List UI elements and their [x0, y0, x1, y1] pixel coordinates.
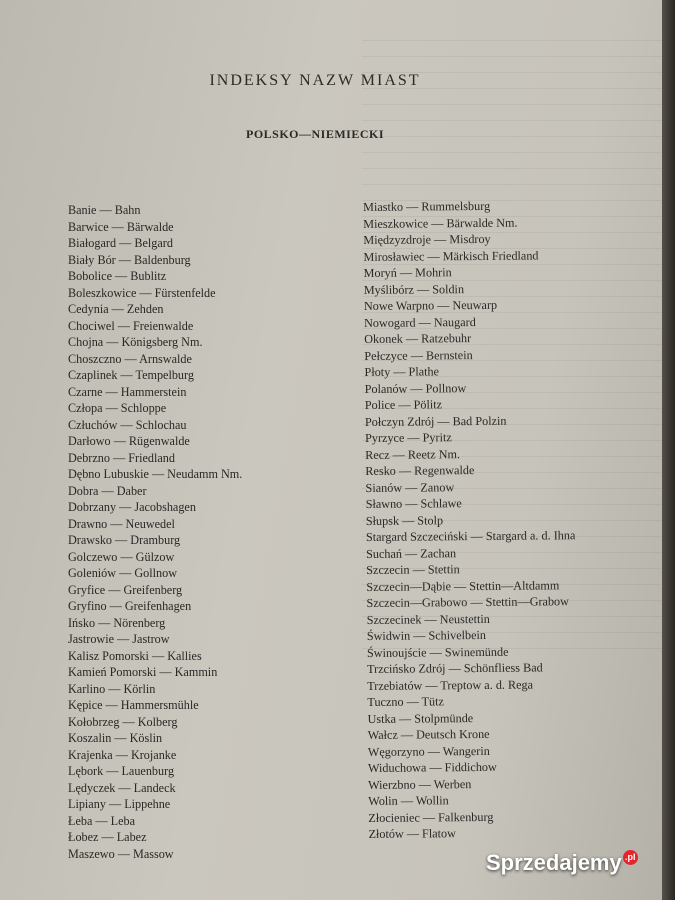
index-entry: Karlino — Körlin	[68, 681, 156, 696]
index-entry: Kołobrzeg — Kolberg	[68, 714, 178, 729]
index-entry: Człopa — Schloppe	[68, 401, 167, 415]
index-entry: Widuchowa — Fiddichow	[367, 759, 497, 775]
index-entry: Barwice — Bärwalde	[68, 219, 174, 234]
index-entry: Słupsk — Stolp	[365, 512, 444, 528]
index-entry: Trzebiatów — Treptow a. d. Rega	[367, 677, 534, 693]
index-entry: Gryfino — Greifenhagen	[68, 599, 192, 613]
index-entry: Białogard — Belgard	[68, 236, 173, 250]
index-entry: Police — Pölitz	[364, 397, 443, 412]
index-entry: Szczecin—Dąbie — Stettin—Altdamm	[366, 577, 560, 594]
index-entry: Myślibórz — Soldin	[363, 281, 465, 297]
index-entry: Drawno — Neuwedel	[68, 516, 175, 531]
index-entry: Goleniów — Gollnow	[68, 566, 178, 580]
page-title: INDEKSY NAZW MIAST	[209, 72, 421, 89]
index-entry: Resko — Regenwalde	[365, 463, 475, 478]
index-entry: Ustka — Stolpmünde	[367, 710, 474, 726]
index-entry: Łeba — Leba	[68, 813, 135, 828]
index-entry: Szczecin—Grabowo — Stettin—Grabow	[366, 594, 569, 610]
index-entry: Pełczyce — Bernstein	[364, 347, 473, 363]
index-entry: Tuczno — Tütz	[367, 694, 444, 709]
index-entry: Nowogard — Naugard	[364, 314, 476, 330]
index-entry: Międzyzdroje — Misdroy	[363, 231, 491, 247]
index-entry: Wałcz — Deutsch Krone	[367, 726, 490, 742]
index-entry: Dobrzany — Jacobshagen	[68, 500, 196, 514]
index-entry: Złotów — Flatow	[368, 826, 456, 841]
index-entry: Połczyn Zdrój — Bad Polzin	[364, 413, 507, 429]
index-entry: Choszczno — Arnswalde	[68, 351, 192, 366]
index-entry: Gryfice — Greifenberg	[68, 582, 183, 597]
index-entry: Człuchów — Schlochau	[68, 417, 187, 432]
index-entry: Węgorzyno — Wangerin	[367, 743, 490, 759]
index-entry: Czaplinek — Tempelburg	[68, 368, 194, 382]
book-binding-edge	[662, 0, 675, 900]
index-column-left	[68, 202, 242, 862]
index-entry: Suchań — Zachan	[366, 545, 457, 561]
index-entry: Mirosławiec — Märkisch Friedland	[363, 247, 539, 264]
index-entry: Kalisz Pomorski — Kallies	[68, 648, 202, 663]
index-entry: Szczecin — Stettin	[366, 562, 460, 577]
index-entry: Drawsko — Dramburg	[68, 533, 181, 547]
watermark-badge: .pl	[623, 850, 638, 865]
index-entry: Cedynia — Zehden	[68, 302, 164, 316]
index-entry: Recz — Reetz Nm.	[365, 446, 461, 462]
index-entry: Darłowo — Rügenwalde	[68, 434, 190, 448]
index-entry: Czarne — Hammerstein	[68, 384, 187, 399]
index-entry: Bobolice — Bublitz	[68, 269, 167, 283]
index-entry: Jastrowie — Jastrow	[68, 632, 170, 646]
index-entry: Maszewo — Massow	[68, 846, 174, 861]
index-entry: Koszalin — Köslin	[68, 731, 163, 745]
index-entry: Nowe Warpno — Neuwarp	[363, 297, 498, 313]
index-entry: Złocieniec — Falkenburg	[368, 809, 494, 825]
index-column-right	[363, 197, 578, 842]
index-entry: Wolin — Wollin	[368, 793, 449, 808]
index-entry: Wierzbno — Werben	[368, 776, 472, 792]
index-entry: Lębork — Lauenburg	[68, 764, 175, 778]
index-entry: Łobez — Labez	[68, 830, 147, 844]
index-entry: Golczewo — Gülzow	[68, 549, 175, 564]
index-entry: Sianów — Zanow	[365, 479, 455, 495]
index-entry: Chojna — Königsberg Nm.	[68, 335, 203, 349]
index-entry: Kępice — Hammersmühle	[68, 698, 199, 712]
index-entry: Ińsko — Nörenberg	[68, 615, 166, 630]
index-entry: Świnoujście — Swinemünde	[366, 644, 509, 660]
index-entry: Okonek — Ratzebuhr	[364, 331, 472, 346]
index-entry: Płoty — Plathe	[364, 364, 440, 379]
index-entry: Świdwin — Schivelbein	[366, 627, 487, 643]
index-entry: Dębno Lubuskie — Neudamm Nm.	[68, 467, 243, 481]
index-entry: Szczecinek — Neustettin	[366, 611, 490, 627]
index-entry: Trzcińsko Zdrój — Schönfliess Bad	[367, 660, 543, 676]
sprzedajemy-watermark-logo	[486, 850, 638, 876]
section-subtitle: POLSKO—NIEMIECKI	[245, 127, 385, 141]
index-entry: Dobra — Daber	[68, 483, 147, 498]
index-entry: Sławno — Schlawe	[365, 496, 462, 511]
index-entry: Moryń — Mohrin	[363, 265, 452, 280]
index-entry: Mieszkowice — Bärwalde Nm.	[363, 215, 518, 231]
index-entry: Banie — Bahn	[68, 203, 141, 217]
index-entry: Stargard Szczeciński — Stargard a. d. Ihna	[365, 528, 576, 544]
index-entry: Boleszkowice — Fürstenfelde	[68, 285, 216, 300]
index-entry: Miastko — Rummelsburg	[363, 198, 491, 214]
index-entry: Lipiany — Lippehne	[68, 797, 171, 811]
index-entry: Lędyczek — Landeck	[68, 780, 176, 795]
watermark-text: Sprzedajemy	[486, 850, 622, 875]
index-entry: Biały Bór — Baldenburg	[68, 252, 191, 267]
index-entry: Chociwel — Freienwalde	[68, 318, 194, 333]
index-entry: Debrzno — Friedland	[68, 450, 175, 465]
index-entry: Kamień Pomorski — Kammin	[68, 665, 218, 679]
index-entry: Krajenka — Krojanke	[68, 747, 177, 762]
index-entry: Polanów — Pollnow	[364, 380, 467, 396]
index-entry: Pyrzyce — Pyritz	[365, 430, 452, 445]
